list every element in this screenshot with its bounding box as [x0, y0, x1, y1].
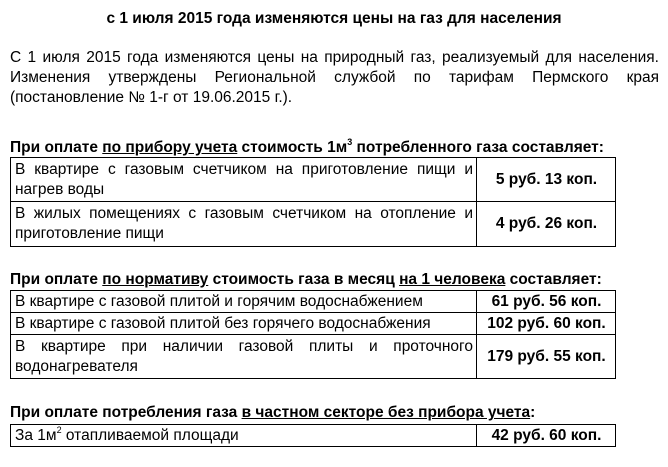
- table-row: [11, 313, 616, 335]
- meter-payment-heading-underlined: по прибору учета: [102, 139, 238, 156]
- tariff-price: 61 руб. 56 коп.: [477, 291, 616, 313]
- table-row: [11, 202, 616, 247]
- intro-line-1: С 1 июля 2015 года изменяются цены на природный газ, реализуемый для населения.: [10, 49, 659, 66]
- table-row: [11, 335, 616, 379]
- private-sector-tariff-table: [10, 424, 616, 447]
- tariff-description: В квартире с газовой плитой и горячим водоснабжением: [11, 291, 477, 313]
- table-row: [11, 425, 616, 447]
- tariff-description: В квартире с газовой плитой без горячего водоснабжения: [11, 313, 477, 335]
- private-sector-heading-underlined: в частном секторе без прибора учета: [241, 404, 531, 421]
- intro-paragraph: [10, 48, 659, 108]
- tariff-price: 5 руб. 13 коп.: [477, 158, 616, 202]
- tariff-price: 179 руб. 55 коп.: [477, 335, 616, 379]
- page-title: с 1 июля 2015 года изменяются цены на газ для населения: [106, 10, 562, 27]
- meter-tariff-table: [10, 157, 616, 247]
- tariff-price: 102 руб. 60 коп.: [477, 313, 616, 335]
- tariff-description: В квартире при наличии газовой плиты и проточного водонагревателя: [11, 335, 477, 379]
- tariff-description: В жилых помещениях с газовым счетчиком на отопление и приготовление пищи: [11, 202, 477, 247]
- intro-line-2: Изменения утверждены Региональной службой по тарифам Пермского края: [10, 69, 659, 86]
- tariff-description: В квартире с газовым счетчиком на приготовление пищи и нагрев воды: [11, 158, 477, 202]
- table-row: [11, 291, 616, 313]
- intro-line-3: (постановление № 1-г от 19.06.2015 г.).: [10, 89, 293, 106]
- tariff-price: 4 руб. 26 коп.: [477, 202, 616, 247]
- table-row: [11, 158, 616, 202]
- norm-tariff-table: [10, 290, 616, 379]
- norm-payment-heading: При оплате по нормативу стоимость газа в месяц на 1 человека составляет:: [10, 271, 602, 288]
- private-sector-heading: При оплате потребления газа в частном секторе без прибора учета:: [10, 404, 536, 421]
- meter-payment-heading: При оплате по прибору учета стоимость $1м^3$ потребленного газа составляет:: [10, 137, 604, 156]
- tariff-description: За $1м^2$ отапливаемой площади: [11, 425, 477, 447]
- norm-heading-underlined-2: на 1 человека: [399, 271, 506, 288]
- norm-heading-underlined-1: по нормативу: [102, 271, 209, 288]
- tariff-price: 42 руб. 60 коп.: [477, 425, 616, 447]
